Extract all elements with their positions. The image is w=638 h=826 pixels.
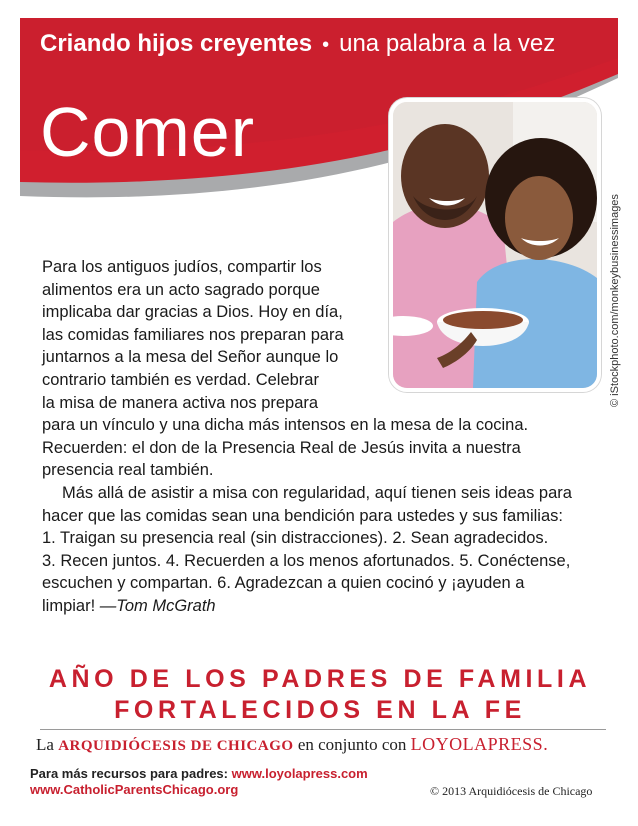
divider [40, 729, 606, 730]
paragraph-ideas [42, 482, 602, 618]
text-line: implicaba dar gracias a Dios. Hoy en día, [42, 303, 343, 322]
resources-block [30, 766, 368, 798]
text-line: Para los antiguos judíos, compartir los [42, 258, 322, 276]
campaign-title-line1: AÑO DE LOS PADRES DE FAMILIA [48, 665, 592, 693]
catholic-parents-link[interactable]: www.CatholicParentsChicago.org [30, 782, 239, 797]
text-line-last [42, 595, 602, 618]
text-line: contrario también es verdad. Celebrar [42, 370, 319, 389]
photo-credit [602, 194, 622, 410]
author-byline: —Tom McGrath [99, 596, 216, 615]
partner-middle: en conjunto con [297, 735, 407, 754]
resources-line [30, 766, 368, 782]
series-name: Criando hijos creyentes [40, 30, 313, 57]
partner-line [36, 734, 616, 755]
partner-prefix: La [36, 735, 54, 754]
archdiocese-name: ARQUIDIÓCESIS DE CHICAGO [58, 738, 294, 754]
text-line: presencia real también. [42, 461, 214, 480]
text-line: hacer que las comidas sean una bendición para ustedes y sus familias: [42, 506, 563, 525]
article-body [42, 256, 602, 618]
page-title: Comer [40, 93, 256, 171]
text-line: alimentos era un acto sagrado porque [42, 280, 320, 299]
photo-credit-text: © iStockphoto.com/monkeybusinessimages [609, 194, 621, 407]
text-line: Más allá de asistir a misa con regularidad, aquí tienen seis ideas para [62, 483, 572, 502]
text-line: Recuerden: el don de la Presencia Real de Jesús invita a nuestra [42, 438, 521, 457]
paragraph-intro [42, 256, 602, 482]
loyola-press-logo [411, 734, 549, 754]
text-line: las comidas familiares nos preparan para [42, 325, 344, 344]
bullet-separator: • [322, 34, 330, 56]
text-line: juntarnos a la mesa del Señor aunque lo [42, 348, 339, 367]
text-line: para un vínculo y una dicha más intensos en la mesa de la cocina. [42, 416, 529, 435]
logo-word-press: PRESS. [487, 734, 549, 754]
campaign-title-line2: FORTALECIDOS EN LA FE [114, 696, 526, 724]
text-line: escuchen y compartan. 6. Agradezcan a quien cocinó y ¡ayuden a [42, 574, 525, 593]
resources-label: Para más recursos para padres: [30, 766, 228, 781]
text-line: la misa de manera activa nos prepara [42, 393, 319, 412]
last-line-text: limpiar! [42, 596, 96, 615]
logo-word-loyola: LOYOLA [410, 734, 488, 754]
campaign-title [40, 664, 600, 726]
series-title [40, 30, 600, 58]
copyright-notice: © 2013 Arquidiócesis de Chicago [430, 784, 593, 798]
loyola-link[interactable]: www.loyolapress.com [231, 766, 368, 781]
text-line: 3. Recen juntos. 4. Recuerden a los menos afortunados. 5. Conéctense, [42, 551, 571, 570]
text-line: 1. Traigan su presencia real (sin distracciones). 2. Sean agradecidos. [42, 529, 549, 548]
series-tagline: una palabra a la vez [339, 30, 556, 57]
